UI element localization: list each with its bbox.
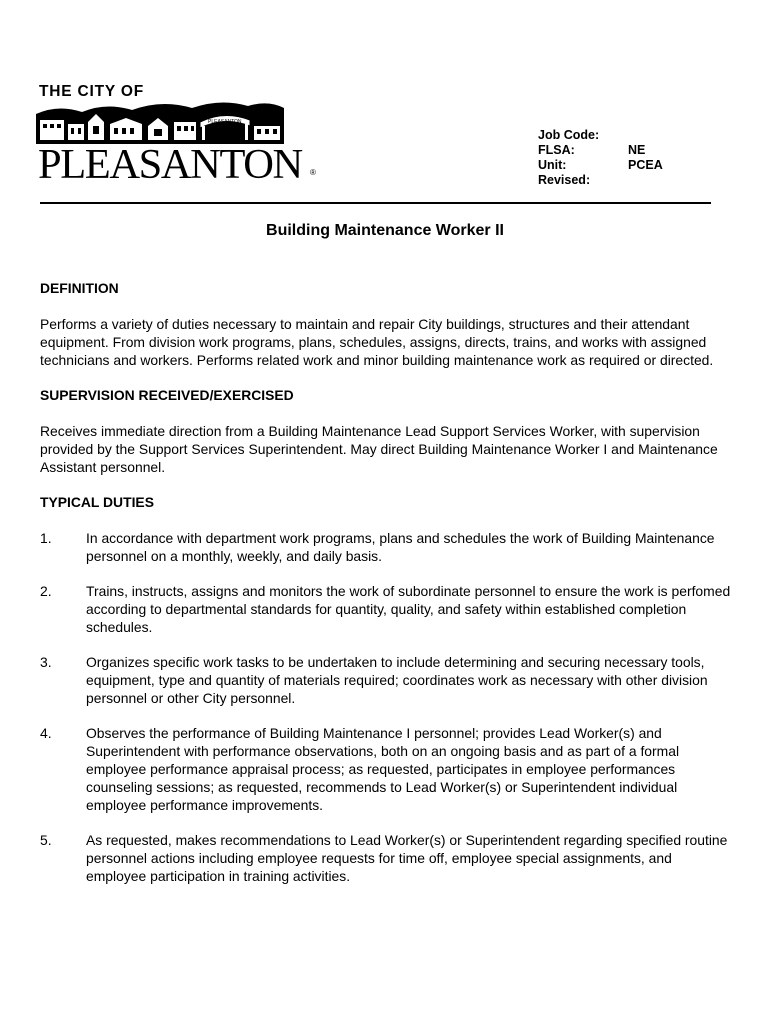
duty-text: As requested, makes recommendations to Lead Worker(s) or Superintendent regarding specified routine personnel actions including employee requests for time off, employee special assignments, and employee participation in training activities. bbox=[86, 832, 728, 884]
city-logo bbox=[36, 80, 316, 190]
logo-banner-text: PLEASANTON bbox=[208, 119, 242, 125]
flsa-label: FLSA: bbox=[538, 143, 575, 157]
job-code-label: Job Code: bbox=[538, 128, 600, 142]
job-meta bbox=[538, 128, 663, 188]
page-title: Building Maintenance Worker II bbox=[266, 222, 504, 239]
revised-row bbox=[538, 173, 663, 188]
duties-heading: TYPICAL DUTIES bbox=[40, 494, 154, 510]
city-skyline-illustration bbox=[36, 96, 286, 144]
document-body bbox=[40, 279, 734, 902]
duty-number: 5. bbox=[40, 832, 52, 848]
definition-text: Performs a variety of duties necessary to maintain and repair City buildings, structures and their attendant equipment. From division work programs, plans, schedules, assigns, directs, trains, and works with assigned technicians and workers. Performs related work and minor building maintenance work as required or directed. bbox=[40, 316, 714, 368]
duty-number: 3. bbox=[40, 654, 52, 670]
duty-item bbox=[40, 582, 734, 636]
duty-text: In accordance with department work programs, plans and schedules the work of Building Maintenance personnel on a monthly, weekly, and daily basis. bbox=[86, 530, 715, 564]
logo-wordmark: PLEASANTON bbox=[38, 141, 302, 188]
duty-text: Trains, instructs, assigns and monitors the work of subordinate personnel to ensure the work is perfomed according to departmental standards for quantity, quality, and safety within established completion schedules. bbox=[86, 583, 731, 635]
logo-tagline: THE CITY OF bbox=[39, 83, 144, 100]
unit-label: Unit: bbox=[538, 158, 567, 172]
duty-number: 1. bbox=[40, 530, 52, 546]
job-code-row bbox=[538, 128, 663, 143]
header-divider bbox=[40, 202, 711, 204]
duty-item bbox=[40, 724, 734, 814]
duty-item bbox=[40, 831, 734, 885]
duty-number: 2. bbox=[40, 583, 52, 599]
unit-value: PCEA bbox=[628, 158, 663, 172]
supervision-heading: SUPERVISION RECEIVED/EXERCISED bbox=[40, 387, 294, 403]
duty-text: Organizes specific work tasks to be undertaken to include determining and securing necessary tools, equipment, type and quantity of materials required; coordinates work as necessary with other division personnel or other City personnel. bbox=[86, 654, 708, 706]
flsa-value: NE bbox=[628, 143, 646, 157]
duty-item bbox=[40, 529, 734, 565]
definition-heading: DEFINITION bbox=[40, 280, 119, 296]
supervision-text: Receives immediate direction from a Building Maintenance Lead Support Services Worker, with supervision provided by the Support Services Superintendent. May direct Building Maintenance Worker I and Maintenance Assistant personnel. bbox=[40, 423, 718, 475]
flsa-row bbox=[538, 143, 663, 158]
duty-number: 4. bbox=[40, 725, 52, 741]
registered-mark: ® bbox=[310, 168, 316, 177]
duty-text: Observes the performance of Building Maintenance I personnel; provides Lead Worker(s) and Superintendent with performance observations, both on an ongoing basis and as part of a formal employee performance appraisal process; as requested, participates in employee performances counseling sessions; as requested, recommends to Lead Worker(s) or Superintendent individual employee performance improvements. bbox=[86, 725, 680, 813]
duty-item bbox=[40, 653, 734, 707]
revised-label: Revised: bbox=[538, 173, 591, 187]
unit-row bbox=[538, 158, 663, 173]
